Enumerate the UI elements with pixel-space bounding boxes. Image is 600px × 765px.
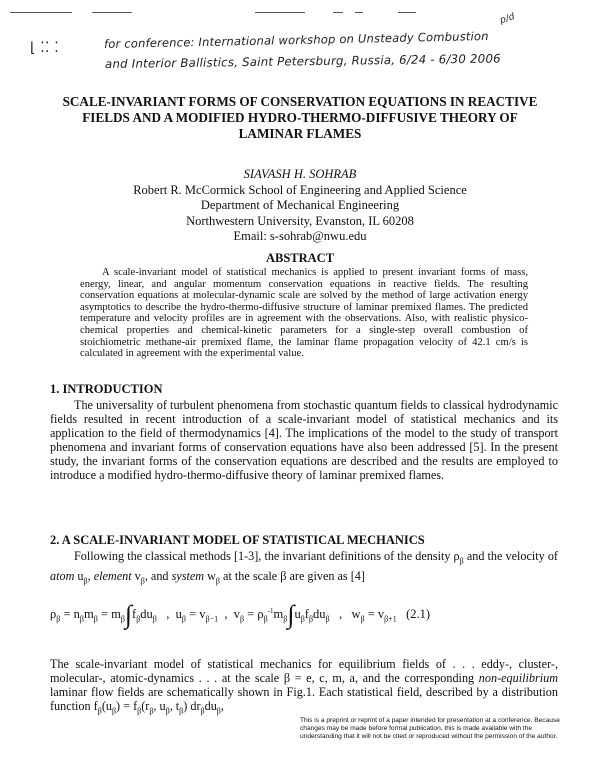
author-university: Northwestern University, Evanston, IL 60208 xyxy=(186,213,414,228)
equation-2-1 xyxy=(50,600,570,630)
section1-text: The universality of turbulent phenomena from stochastic quantum fields to classical hydrodynamic fields resulted in recent introduction of a scale-invariant model of statistical mechanics and its application to the field of thermodynamics [4]. The implications of the model to the study of transport phenomena and invariant forms of conservation equations have also been addressed [5]. In the present study, the invariant forms of the conservation equations are described and the results are employed to introduce a modified hydro-thermo-diffusive theory of laminar premixed flames. xyxy=(50,398,558,483)
section1-heading: 1. INTRODUCTION xyxy=(50,382,163,396)
handwritten-note-line1: for conference: International workshop on Unsteady Combustion xyxy=(103,28,489,51)
author-name: SIAVASH H. SOHRAB xyxy=(243,167,357,181)
section2-paragraph1: Following the classical methods [1-3], the invariant definitions of the density $\rho_\beta$ and the velocity of atom $u_\beta$, element $v_\beta$, and system $w_\beta$ at the scale β are given as [4] xyxy=(50,549,558,585)
author-email: Email: s-sohrab@nwu.edu xyxy=(233,229,367,243)
section2-paragraph2: The scale-invariant model of statistical mechanics for equilibrium fields of . . . eddy-, cluster-, molecular-, atomic-dynamics . . . at the scale β = e, c, m, a, and the corresponding non-equilibrium laminar flow fields are schematically shown in Fig.1. Each statistical field, described by a distribution function $f_\beta(u_\beta) = f_\beta(r_\beta$, $u_\beta$, $t_\beta$) $dr_\beta du_\beta$, xyxy=(50,657,558,716)
handwritten-bracket-mark: ⌊ ⁚⁚ ⁚ xyxy=(30,40,59,56)
preprint-footnote: This is a preprint or reprint of a paper intended for presentation at a conference. Because changes may be made before formal publication, this is made available with the understanding that it will not be cited or reproduced without the permission of the author. xyxy=(300,717,560,740)
handwritten-note-line2: and Interior Ballistics, Saint Petersburg, Russia, 6/24 - 6/30 2006 xyxy=(104,51,501,71)
equation-number: (2.1) xyxy=(406,606,431,621)
author-block xyxy=(0,167,600,245)
abstract-heading: ABSTRACT xyxy=(265,251,335,265)
author-department: Department of Mechanical Engineering xyxy=(200,198,400,212)
equation-body: $\rho_\beta = n_\beta m_\beta = m_\beta\int f_\beta du_\beta$ , $u_\beta = v_{\beta-1}$ , $v_\beta = \rho_\beta^{-1}m_\beta\int u_\beta f_\beta du_\beta$ , $w_\beta = v_{\beta+1}$ xyxy=(50,600,397,629)
handwritten-scribble: p/d xyxy=(498,11,517,27)
paper-title: SCALE-INVARIANT FORMS OF CONSERVATION EQUATIONS IN REACTIVE FIELDS AND A MODIFIED HYDRO-THERMO-DIFFUSIVE THEORY OF LAMINAR FLAMES xyxy=(62,94,538,141)
abstract-text: A scale-invariant model of statistical mechanics is applied to present invariant forms of mass, energy, linear, and angular momentum conservation equations in reactive fields. The resulting conservation equations at molecular-dynamic scale are solved by the method of large activation energy asymptotics to describe the hydro-thermo-diffusive structure of laminar premixed flames. The predicted temperature and velocity profiles are in agreement with the observations. Also, with realistic physico-chemical properties and chemical-kinetic parameters for a single-step overall combustion of stoichiometric methane-air premixed flame, the laminar flame propagation velocity of 42.1 cm/s is calculated in agreement with the experimental value. xyxy=(80,267,528,360)
author-school: Robert R. McCormick School of Engineering and Applied Science xyxy=(133,182,467,197)
section2-heading: 2. A SCALE-INVARIANT MODEL OF STATISTICAL MECHANICS xyxy=(50,533,425,547)
